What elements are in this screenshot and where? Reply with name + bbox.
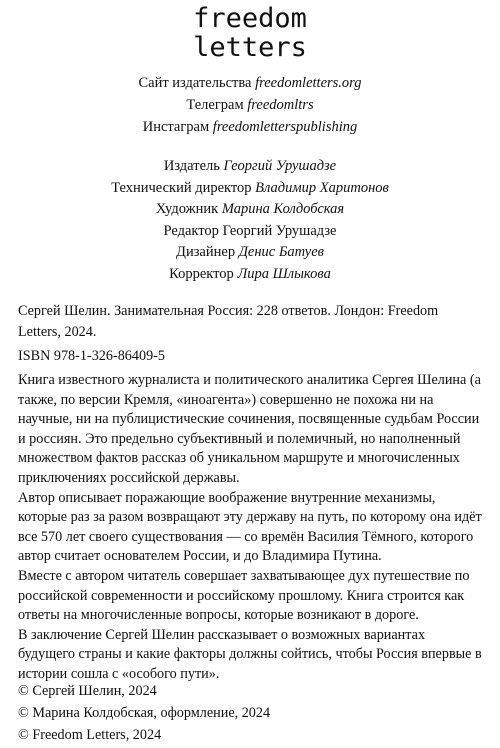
logo-line-1: freedom bbox=[193, 3, 307, 34]
staff-name: Лира Шлыкова bbox=[237, 265, 331, 282]
staff-name: Георгий Урушадзе bbox=[223, 158, 337, 174]
staff-list bbox=[0, 156, 500, 285]
copyright-line: © Freedom Letters, 2024 bbox=[18, 727, 162, 743]
annotation bbox=[18, 371, 484, 685]
isbn: ISBN 978-1-326-86409-5 bbox=[18, 348, 165, 364]
staff-tech-director bbox=[0, 178, 500, 200]
annotation-paragraph: Вместе с автором читатель совершает захватывающее дух путешествие по российской современности и российскому прошлому. Книга строится как ответы на многочисленные вопросы, которые возникают в дороге. bbox=[18, 567, 470, 624]
staff-name: Денис Батуев bbox=[238, 244, 324, 260]
staff-role: Технический директор bbox=[111, 179, 256, 196]
staff-designer bbox=[0, 242, 500, 264]
copyright-block bbox=[18, 680, 270, 746]
link-instagram-value[interactable]: freedomletterspublishing bbox=[212, 119, 358, 135]
bibliographic-citation: Сергей Шелин. Занимательная Россия: 228 ответов. Лондон: Freedom Letters, 2024. bbox=[18, 303, 439, 340]
staff-name: Георгий Урушадзе bbox=[222, 222, 337, 239]
staff-role: Редактор bbox=[163, 222, 223, 239]
link-telegram bbox=[0, 94, 500, 116]
staff-artist bbox=[0, 199, 500, 221]
link-instagram-label: Инстаграм bbox=[142, 119, 213, 135]
staff-publisher bbox=[0, 156, 500, 178]
annotation-paragraph: В заключение Сергей Шелин рассказывает о возможных вариантах будущего страны и какие факторы должны сойтись, чтобы Россия впервые в истории сошла с «особого пути». bbox=[18, 626, 482, 682]
link-telegram-value[interactable]: freedomltrs bbox=[247, 97, 314, 113]
copyright-line: © Сергей Шелин, 2024 bbox=[18, 683, 157, 699]
copyright-line: © Марина Колдобская, оформление, 2024 bbox=[18, 705, 271, 721]
annotation-paragraph: Автор описывает поражающие воображение внутренние механизмы, которые раз за разом возвращают эту державу на путь, по которому она идёт все 570 лет своего существования — со времён Василия Тёмного, которого автор считает основателем России, и до Владимира Путина. bbox=[18, 489, 482, 565]
annotation-paragraph: Книга известного журналиста и политического аналитика Сергея Шелина (а также, по версии Кремля, «иноагента») совершенно не похожа ни на научные, ни на публицистические сочинения, посвященные судьбам России и россиян. Это предельно субъективный и полемичный, но наполненный множеством фактов рассказ об уникальном маршруте и многочисленных приключениях российской державы. bbox=[18, 372, 481, 486]
link-instagram bbox=[0, 116, 500, 138]
staff-name: Марина Колдобская bbox=[221, 201, 345, 217]
publisher-logo bbox=[0, 4, 500, 62]
link-website-label: Сайт издательства bbox=[138, 75, 256, 91]
link-website bbox=[0, 72, 500, 94]
staff-role: Дизайнер bbox=[176, 244, 239, 260]
logo-line-2: letters bbox=[193, 32, 307, 63]
link-website-value[interactable]: freedomletters.org bbox=[255, 75, 362, 91]
publisher-links bbox=[0, 72, 500, 138]
staff-name: Владимир Харитонов bbox=[255, 179, 389, 196]
staff-proofreader bbox=[0, 264, 500, 286]
staff-role: Издатель bbox=[163, 158, 224, 174]
link-telegram-label: Телеграм bbox=[186, 97, 248, 113]
staff-editor bbox=[0, 221, 500, 243]
staff-role: Корректор bbox=[169, 265, 238, 282]
staff-role: Художник bbox=[155, 201, 222, 217]
